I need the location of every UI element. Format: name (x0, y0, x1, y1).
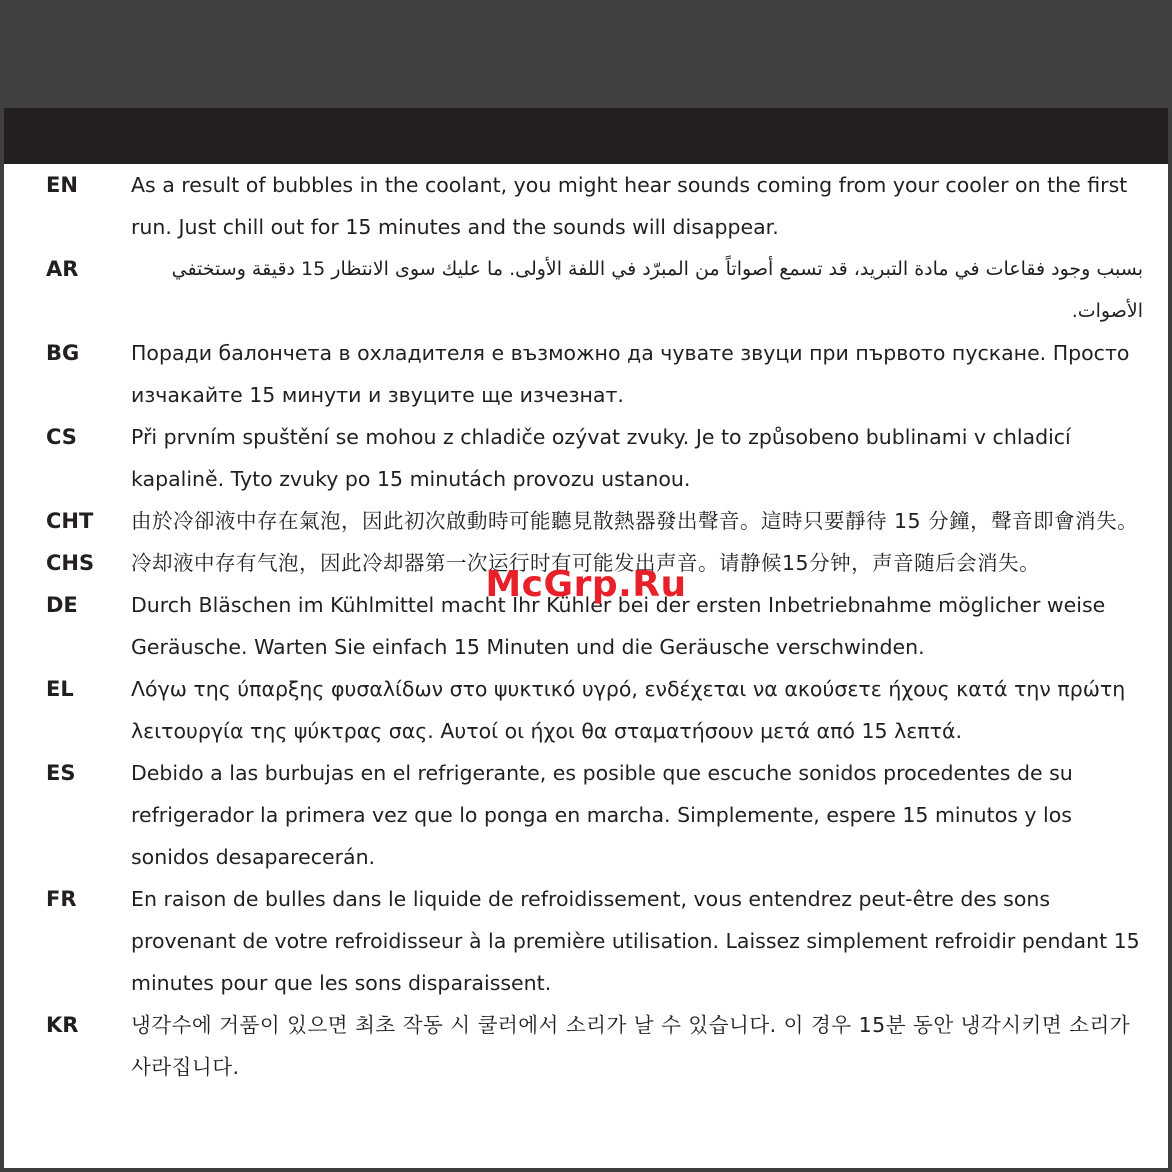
entry-bg (4, 332, 1168, 416)
lang-code: DE (46, 593, 78, 617)
top-dark-area (0, 0, 1172, 108)
notice-text: بسبب وجود فقاعات في مادة التبريد، قد تسمع أصواتاً من المبرّد في اللفة الأولى. ما عليك سوى الانتظار 15 دقيقة وستختفي الأصوات. (171, 258, 1143, 322)
lang-code: KR (46, 1013, 79, 1037)
entry-cs (4, 416, 1168, 500)
notice-text: Поради балончета в охладителя е възможно да чувате звуци при първото пускане. Просто изчакайте 15 минути и звуците ще изчезнат. (131, 341, 1130, 407)
lang-code: CS (46, 425, 77, 449)
notice-text: Λόγω της ύπαρξης φυσαλίδων στο ψυκτικό υγρό, ενδέχεται να ακούσετε ήχους κατά την πρώτη λειτουργία της ψύκτρας σας. Αυτοί οι ήχοι θα σταματήσουν μετά από 15 λεπτά. (131, 677, 1126, 743)
lang-code: EN (46, 173, 78, 197)
lang-code: FR (46, 887, 77, 911)
notice-text: En raison de bulles dans le liquide de refroidissement, vous entendrez peut-être des sons provenant de votre refroidisseur à la première utilisation. Laissez simplement refroidir pendant 15 minutes pour que les sons disparaissent. (131, 887, 1140, 995)
entry-es (4, 752, 1168, 878)
entry-el (4, 668, 1168, 752)
notice-text: 냉각수에 거품이 있으면 최초 작동 시 쿨러에서 소리가 날 수 있습니다. 이 경우 15분 동안 냉각시키면 소리가 사라집니다. (131, 1013, 1131, 1079)
document-page (4, 108, 1168, 1168)
entry-fr (4, 878, 1168, 1004)
notice-text: Při prvním spuštění se mohou z chladiče ozývat zvuky. Je to způsobeno bublinami v chladicí kapalině. Tyto zvuky po 15 minutách provozu ustanou. (131, 425, 1071, 491)
notice-text: 冷却液中存有气泡，因此冷却器第一次运行时有可能发出声音。请静候15分钟，声音随后会消失。 (131, 551, 1041, 575)
lang-code: BG (46, 341, 80, 365)
entry-cht (4, 500, 1168, 542)
lang-code: ES (46, 761, 76, 785)
notice-text: Debido a las burbujas en el refrigerante, es posible que escuche sonidos procedentes de su refrigerador la primera vez que lo ponga en marcha. Simplemente, espere 15 minutos y los sonidos desaparecerán. (131, 761, 1073, 869)
notice-text: 由於冷卻液中存在氣泡，因此初次啟動時可能聽見散熱器發出聲音。這時只要靜待 15 分鐘，聲音即會消失。 (131, 509, 1139, 533)
lang-code: CHT (46, 509, 94, 533)
notice-text: Durch Bläschen im Kühlmittel macht Ihr Kühler bei der ersten Inbetriebnahme möglicher weise Geräusche. Warten Sie einfach 15 Minuten und die Geräusche verschwinden. (131, 593, 1106, 659)
notice-text: As a result of bubbles in the coolant, you might hear sounds coming from your cooler on the first run. Just chill out for 15 minutes and the sounds will disappear. (131, 173, 1128, 239)
entry-ar (4, 248, 1168, 332)
entry-en (4, 164, 1168, 248)
watermark-text: McGrp.Ru (485, 564, 687, 605)
lang-code: AR (46, 257, 79, 281)
language-notice-list (4, 164, 1168, 1088)
lang-code: CHS (46, 551, 95, 575)
header-bar (4, 108, 1168, 164)
entry-kr (4, 1004, 1168, 1088)
lang-code: EL (46, 677, 74, 701)
